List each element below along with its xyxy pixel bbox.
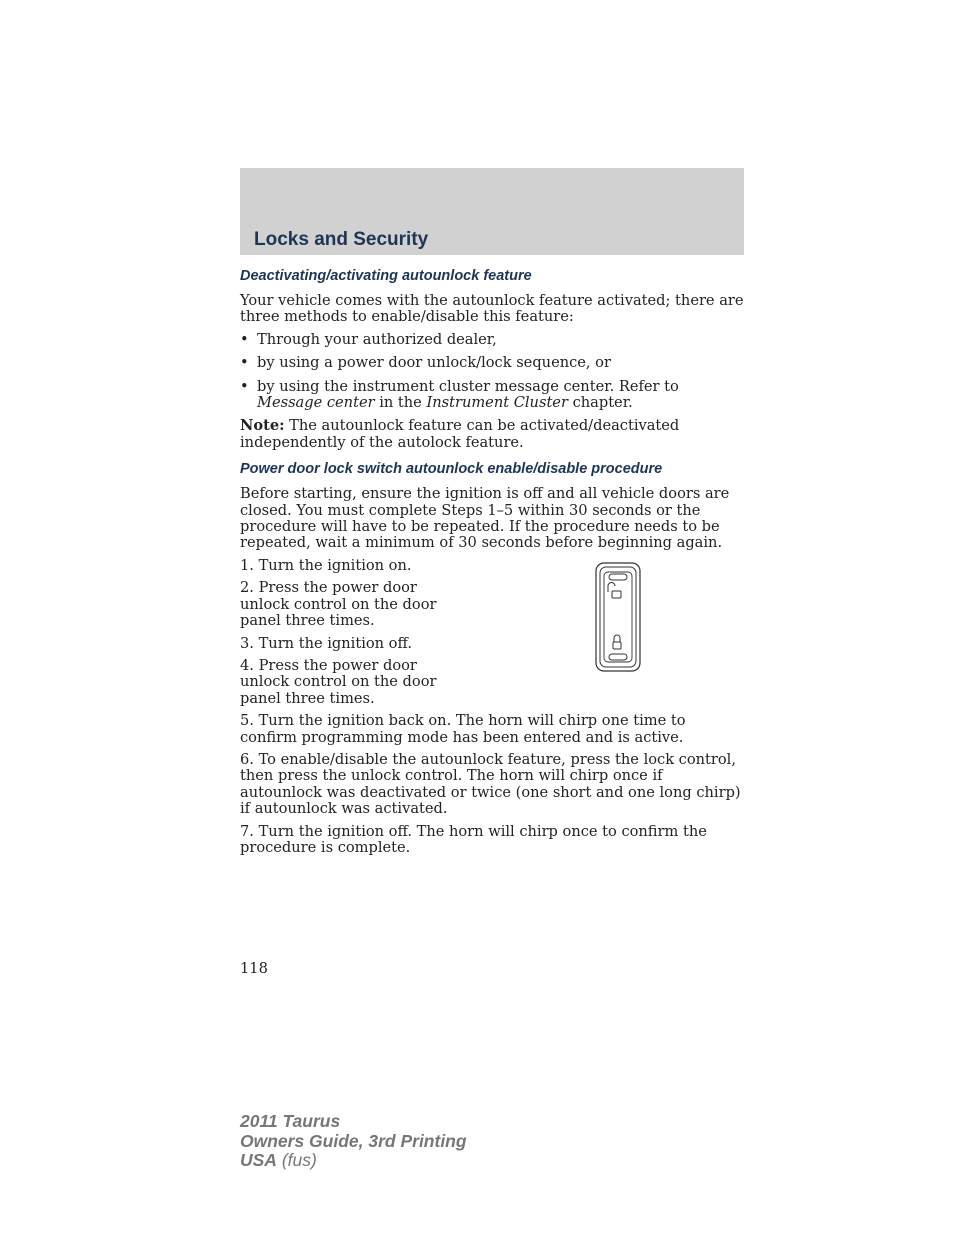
section-intro: Your vehicle comes with the autounlock feature activated; there are three methods to enable/disable this feature: — [240, 292, 744, 326]
method-list — [240, 332, 746, 412]
bullet-icon: • — [240, 377, 249, 395]
chapter-header-band — [240, 168, 744, 255]
door-lock-switch-illustration — [592, 561, 644, 673]
steps-narrow — [240, 558, 746, 707]
section-heading-procedure: Power door lock switch autounlock enable/disable procedure — [240, 461, 663, 478]
section-heading-autounlock: Deactivating/activating autounlock feature — [240, 268, 532, 284]
page-content — [240, 266, 746, 862]
footer-edition: Owners Guide, 3rd Printing — [240, 1130, 467, 1151]
footer-model: 2011 Taurus — [240, 1111, 341, 1131]
note-paragraph: Note: The autounlock feature can be activated/deactivated independently of the autolock feature. — [240, 417, 680, 451]
cross-reference-message-center: Message center — [257, 394, 375, 412]
step-item: 7. Turn the ignition off. The horn will chirp once to confirm the procedure is complete. — [240, 822, 707, 856]
unlock-icon — [608, 582, 621, 598]
step-item: 4. Press the power door unlock control on the door panel three times. — [240, 656, 437, 707]
list-item: • Through your authorized dealer, — [240, 330, 497, 348]
lock-icon — [613, 635, 621, 649]
bullet-icon: • — [240, 330, 249, 348]
chapter-title: Locks and Security — [254, 229, 429, 250]
page-number: 118 — [240, 960, 268, 977]
list-item: • by using the instrument cluster message center. Refer to Message center in the Instrument Cluster chapter. — [240, 377, 679, 412]
note-label: Note: — [240, 417, 285, 435]
document-footer — [240, 1112, 467, 1171]
procedure-intro: Before starting, ensure the ignition is off and all vehicle doors are closed. You must complete Steps 1–5 within 30 seconds or the procedure will have to be repeated. If the procedure needs to be repeated, wait a minimum of 30 seconds before beginning again. — [240, 485, 730, 552]
step-item: 1. Turn the ignition on. — [240, 556, 412, 574]
step-item: 2. Press the power door unlock control on the door panel three times. — [240, 579, 437, 630]
step-item: 3. Turn the ignition off. — [240, 634, 412, 652]
footer-region-code: (fus) — [276, 1150, 317, 1170]
step-item: 5. Turn the ignition back on. The horn will chirp one time to confirm programming mode has been entered and is active. — [240, 712, 686, 746]
footer-region: USA (fus) — [240, 1150, 317, 1170]
step-item: 6. To enable/disable the autounlock feature, press the lock control, then press the unlock control. The horn will chirp once if autounlock was deactivated or twice (one short and one long chirp) if autounlock was activated. — [240, 750, 741, 818]
cross-reference-instrument-cluster: Instrument Cluster — [426, 394, 568, 412]
list-item: • by using a power door unlock/lock sequence, or — [240, 354, 611, 372]
procedure-steps — [240, 558, 746, 707]
bullet-icon: • — [240, 354, 249, 372]
